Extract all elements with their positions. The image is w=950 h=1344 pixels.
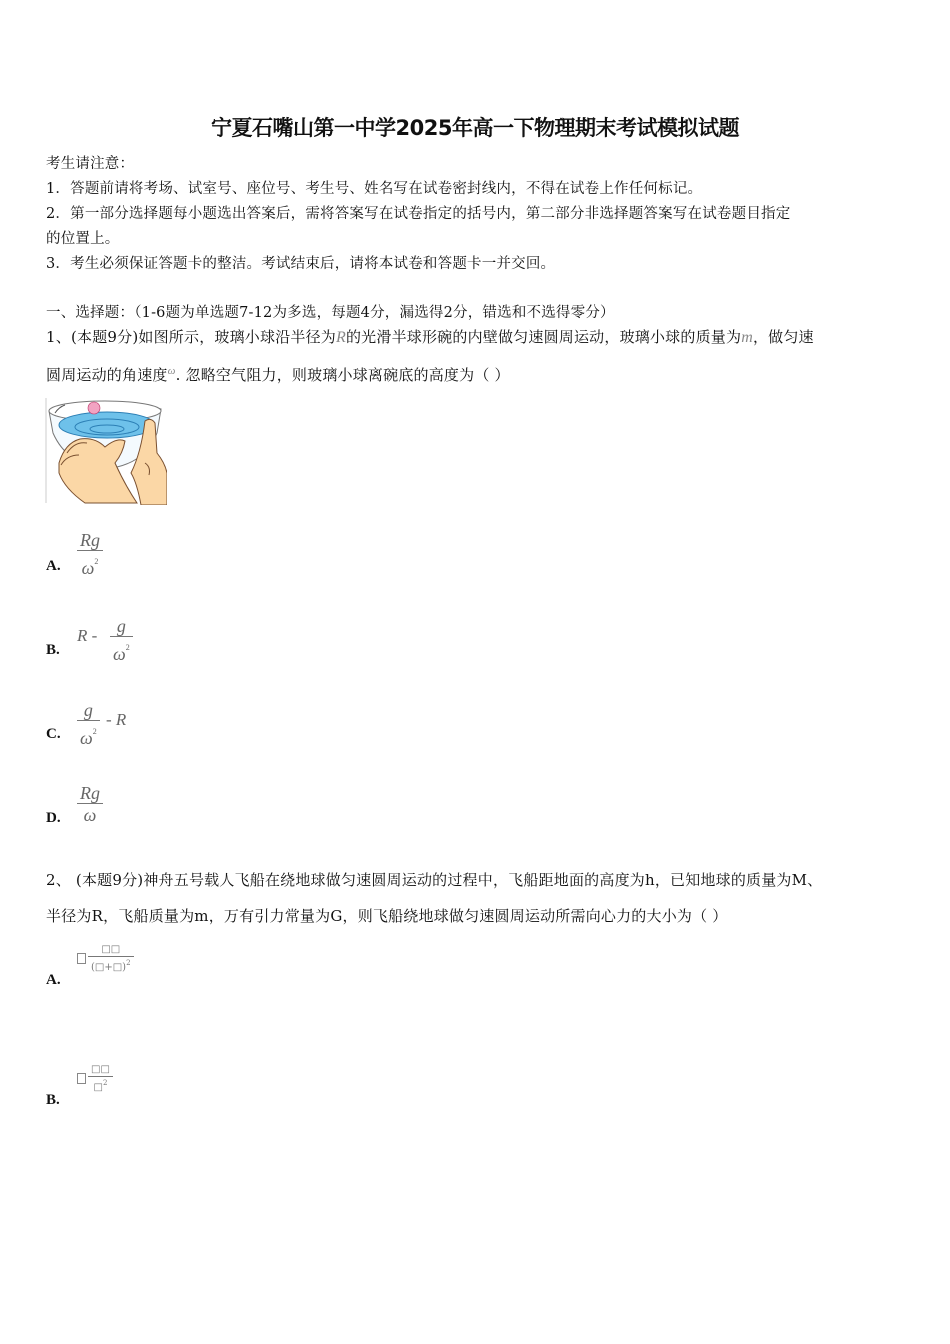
question-2-text-line1: 2、 (本题9分)神舟五号载人飞船在绕地球做匀速圆周运动的过程中，飞船距地面的高度为h，已知地球的质量为M、 bbox=[46, 871, 823, 889]
fraction-rg-over-omega-squared: Rg $\omega^2$ bbox=[77, 530, 103, 579]
missing-glyph-icon bbox=[77, 953, 86, 964]
missing-glyph-icon bbox=[77, 1073, 86, 1084]
notice-heading: 考生请注意： bbox=[46, 156, 135, 172]
question-1-text-line1: 1、(本题9分)如图所示，玻璃小球沿半径为R的光滑半球形碗的内壁做匀速圆周运动，玻璃小球的质量为m，做匀速 bbox=[46, 328, 814, 346]
notice-item-3: 3．考生必须保证答题卡的整洁。考试结束后，请将本试卷和答题卡一并交回。 bbox=[46, 256, 556, 272]
notice-item-1: 1．答题前请将考场、试室号、座位号、考生号、姓名写在试卷密封线内，不得在试卷上作任何标记。 bbox=[46, 181, 703, 197]
question-2-text-line2: 半径为R，飞船质量为m，万有引力常量为G，则飞船绕地球做匀速圆周运动所需向心力的大小为（ ） bbox=[46, 907, 728, 925]
section-heading: 一、选择题：（1-6题为单选题7-12为多选，每题4分，漏选得2分，错选和不选得零分） bbox=[46, 305, 615, 321]
page-title: 宁夏石嘴山第一中学2025年高一下物理期末考试模拟试题 bbox=[211, 116, 739, 140]
notice-item-2: 2．第一部分选择题每小题选出答案后，需将答案写在试卷指定的括号内，第二部分非选择题答案写在试卷题目指定 bbox=[46, 206, 791, 222]
notice-item-2-cont: 的位置上。 bbox=[46, 231, 120, 247]
var-omega: ω bbox=[167, 365, 176, 377]
var-m: m bbox=[741, 329, 753, 346]
bowl-hands-figure bbox=[45, 393, 167, 505]
var-R: R bbox=[336, 329, 346, 346]
question-1-text-line2: 圆周运动的角速度$^\omega$. 忽略空气阻力，则玻璃小球离碗底的高度为（ ） bbox=[46, 365, 510, 384]
